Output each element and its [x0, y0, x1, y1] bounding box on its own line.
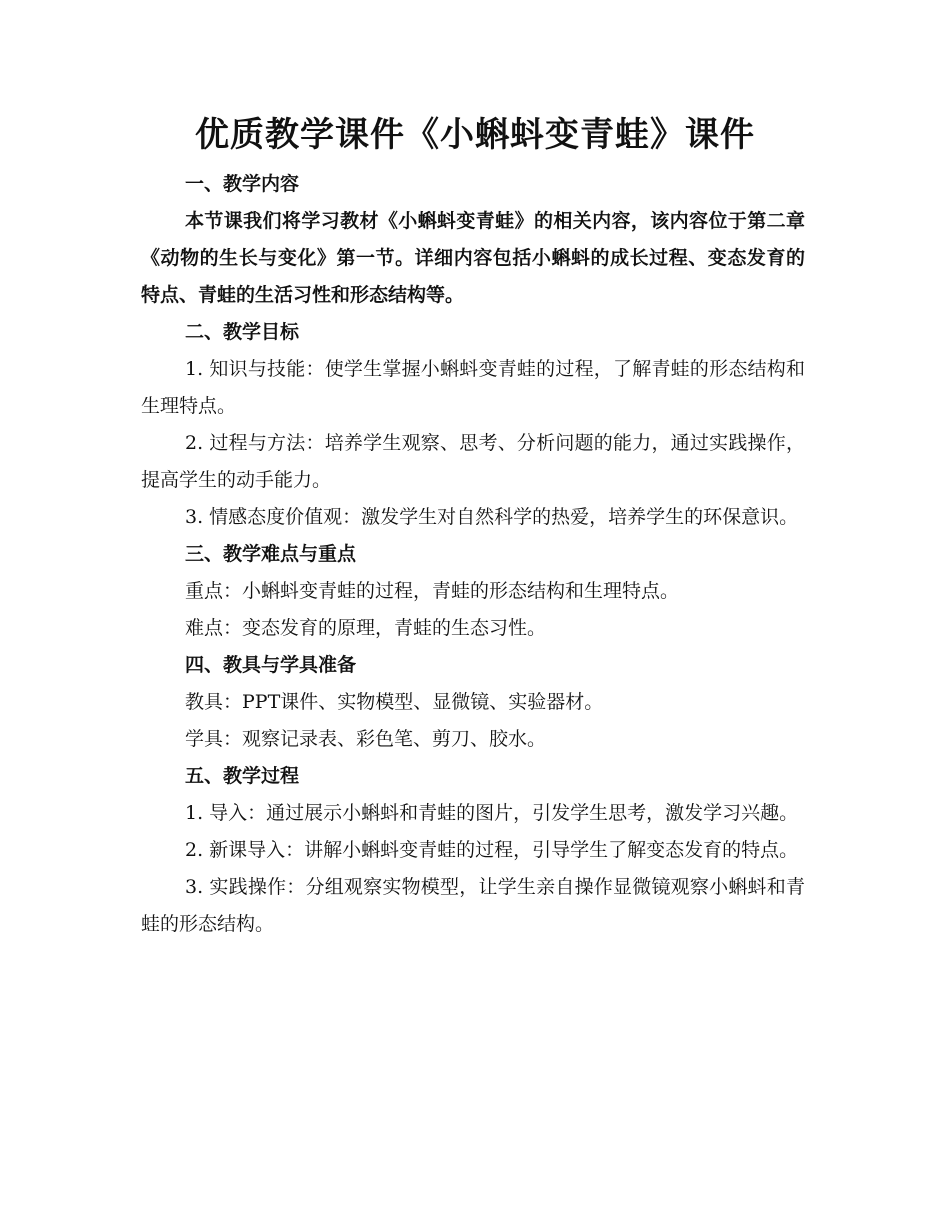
section-heading-objectives: 二、教学目标	[185, 321, 300, 343]
objective-knowledge: 1. 知识与技能：使学生掌握小蝌蚪变青蛙的过程，了解青蛙的形态结构和生理特点。	[141, 358, 805, 417]
objective-process: 2. 过程与方法：培养学生观察、思考、分析问题的能力，通过实践操作，提高学生的动手能力。	[141, 432, 805, 491]
section-heading-key-points: 三、教学难点与重点	[185, 543, 357, 565]
document-title: 优质教学课件《小蝌蚪变青蛙》课件	[195, 115, 755, 155]
objective-attitude: 3. 情感态度价值观：激发学生对自然科学的热爱，培养学生的环保意识。	[185, 506, 799, 528]
key-point: 重点：小蝌蚪变青蛙的过程，青蛙的形态结构和生理特点。	[185, 580, 680, 602]
content-paragraph: 本节课我们将学习教材《小蝌蚪变青蛙》的相关内容，该内容位于第二章《动物的生长与变化》第一节。详细内容包括小蝌蚪的成长过程、变态发育的特点、青蛙的生活习性和形态结构等。	[141, 210, 805, 306]
section-heading-process: 五、教学过程	[185, 765, 300, 787]
process-step-new-lesson: 2. 新课导入：讲解小蝌蚪变青蛙的过程，引导学生了解变态发育的特点。	[185, 839, 799, 861]
section-heading-materials: 四、教具与学具准备	[185, 654, 357, 676]
document-body	[141, 166, 805, 943]
teaching-tools: 教具：PPT课件、实物模型、显微镜、实验器材。	[185, 691, 604, 713]
learning-tools: 学具：观察记录表、彩色笔、剪刀、胶水。	[185, 728, 547, 750]
section-heading-content: 一、教学内容	[185, 173, 300, 195]
difficult-point: 难点：变态发育的原理，青蛙的生态习性。	[185, 617, 547, 639]
process-step-intro: 1. 导入：通过展示小蝌蚪和青蛙的图片，引发学生思考，激发学习兴趣。	[185, 802, 799, 824]
process-step-practice: 3. 实践操作：分组观察实物模型，让学生亲自操作显微镜观察小蝌蚪和青蛙的形态结构。	[141, 876, 805, 935]
